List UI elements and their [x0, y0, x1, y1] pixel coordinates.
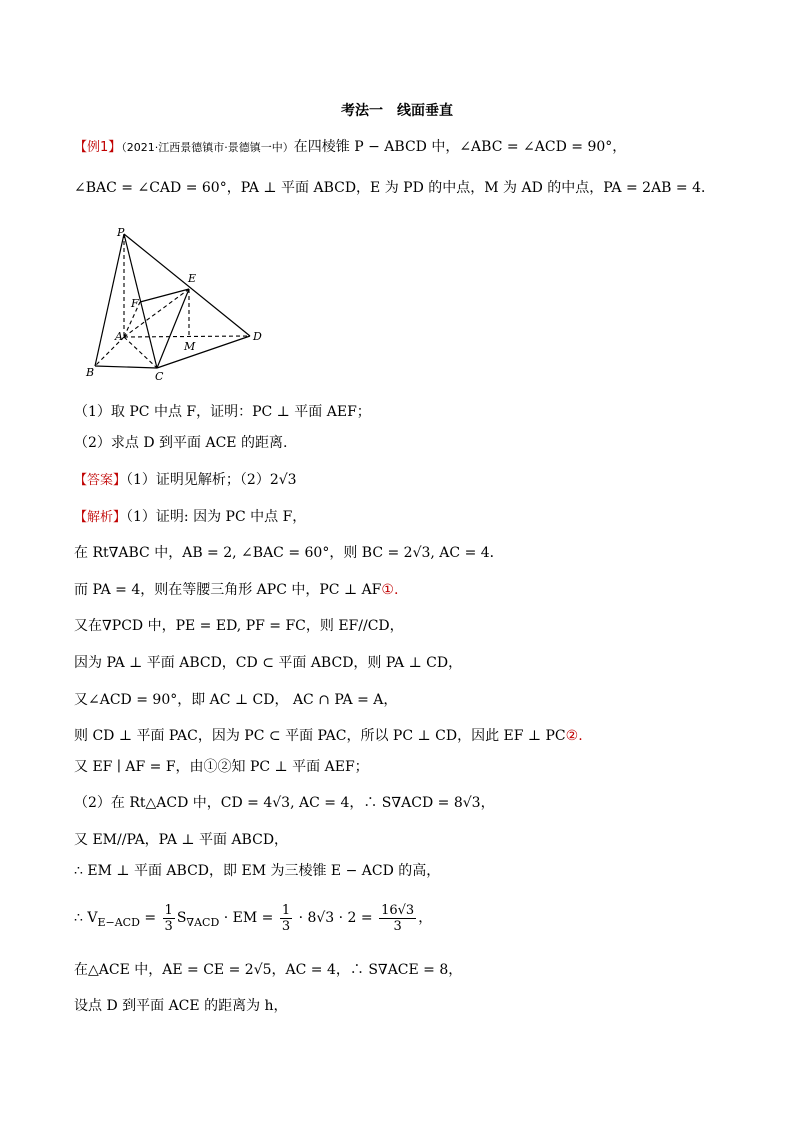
analysis-line-7 [74, 726, 583, 746]
volume-formula [74, 898, 432, 943]
label-B: B [86, 366, 95, 379]
fraction-one-third-b: $\frac{1}{3}$ [281, 902, 291, 934]
analysis-line-6: 又∠ACD = 90°，即 AC ⊥ CD， AC ∩ PA = A， [74, 692, 398, 708]
analysis-pc-text: 则 CD ⊥ 平面 PAC，因为 PC ⊂ 平面 PAC，所以 PC ⊥ CD，因此 EF ⊥ PC [74, 728, 566, 744]
volume-sub: E−ACD [97, 915, 140, 929]
analysis-first: （1）证明: 因为 PC 中点 F， [126, 509, 307, 525]
question-2: （2）求点 D 到平面 ACE 的距离. [74, 435, 288, 451]
example-text-1: 在四棱锥 P − ABCD 中，∠ABC = ∠ACD = 90°， [293, 139, 627, 155]
example-source: （2021·江西景德镇市·景德镇一中） [121, 141, 294, 154]
analysis-line-10: 又 EM//PA，PA ⊥ 平面 ABCD， [74, 832, 289, 848]
fraction-result: $\frac{16√3}{3}$ [381, 902, 415, 934]
analysis-line-11: ∴ EM ⊥ 平面 ABCD，即 EM 为三棱锥 E − ACD 的高， [74, 863, 441, 879]
label-A: A [115, 330, 123, 343]
circle-mark-1: ①. [381, 582, 399, 598]
edge-PC [124, 234, 157, 368]
analysis-line-4: 又在∇PCD 中，PE = ED, PF = FC，则 EF//CD， [74, 618, 404, 634]
example-line-2: ∠BAC = ∠CAD = 60°，PA ⊥ 平面 ABCD，E 为 PD 的中点，M 为 AD 的中点，PA = 2AB = 4． [74, 180, 716, 196]
analysis-line-13: 在△ACE 中，AE = CE = 2√5，AC = 4，∴ S∇ACE = 8， [74, 962, 463, 978]
volume-em: · EM = [219, 910, 278, 926]
analysis-line-14: 设点 D 到平面 ACE 的距离为 h， [74, 998, 288, 1014]
volume-product: · 8√3 · 2 = [294, 910, 378, 926]
analysis-line-1 [74, 507, 306, 528]
edge-EC [157, 289, 189, 368]
answer-text: （1）证明见解析；（2）2√3 [126, 472, 297, 488]
pyramid-diagram [84, 222, 274, 382]
answer-tag: 【答案】 [74, 473, 127, 488]
circle-mark-2: ②. [565, 728, 583, 744]
analysis-line-3 [74, 580, 398, 600]
volume-eq: = [139, 910, 161, 926]
analysis-line-9: （2）在 Rt△ACD 中，CD = 4√3, AC = 4，∴ S∇ACD = 8√3， [74, 795, 495, 811]
label-M: M [184, 340, 196, 353]
label-E: E [188, 272, 197, 285]
edge-FE [140, 289, 189, 302]
label-C: C [155, 370, 164, 382]
label-P: P [117, 226, 125, 239]
pyramid-figure [84, 222, 274, 386]
edge-AD [124, 336, 250, 337]
label-F: F [131, 297, 139, 310]
analysis-tag: 【解析】 [74, 510, 127, 525]
volume-s-sub: ∇ACD [186, 915, 220, 929]
volume-prefix: ∴ V [74, 910, 98, 926]
question-1: （1）取 PC 中点 F，证明：PC ⊥ 平面 AEF； [74, 404, 371, 420]
example-tag: 【例1】 [74, 140, 122, 155]
analysis-line-8: 又 EF ∣ AF = F，由①②知 PC ⊥ 平面 AEF； [74, 759, 369, 775]
volume-s: S [176, 910, 187, 926]
edge-CD [157, 336, 250, 368]
page-title: 考法一 线面垂直 [341, 103, 453, 119]
analysis-line-5: 因为 PA ⊥ 平面 ABCD，CD ⊂ 平面 ABCD，则 PA ⊥ CD， [74, 655, 463, 671]
edge-PD [124, 234, 250, 336]
label-D: D [253, 330, 262, 343]
fraction-one-third-a: $\frac{1}{3}$ [164, 902, 173, 934]
edge-AC [124, 337, 157, 368]
example-line-1 [74, 137, 626, 158]
edge-BC [95, 366, 157, 368]
volume-end: ， [418, 910, 433, 926]
answer-line [74, 470, 297, 491]
edge-PB [95, 234, 124, 366]
analysis-apc-text: 而 PA = 4，则在等腰三角形 APC 中，PC ⊥ AF [74, 582, 382, 598]
analysis-line-2: 在 Rt∇ABC 中，AB = 2, ∠BAC = 60°，则 BC = 2√3, AC = 4． [74, 545, 504, 561]
